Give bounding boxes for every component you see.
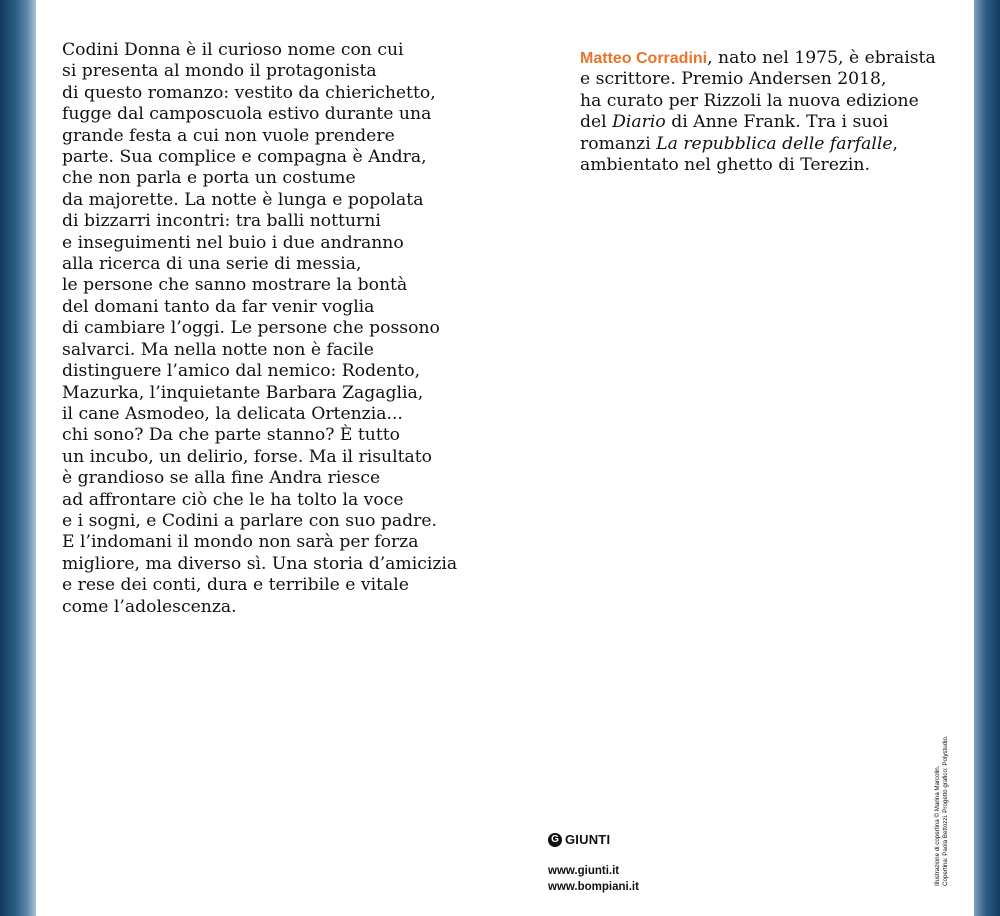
blurb-line: distinguere l’amico dal nemico: Rodento,: [62, 361, 421, 382]
blurb-line: e inseguimenti nel buio i due andranno: [62, 232, 404, 253]
diario-title: Diario: [612, 112, 666, 133]
blurb-line: del domani tanto da far venir voglia: [62, 296, 375, 317]
blurb-line: si presenta al mondo il protagonista: [62, 61, 377, 82]
blurb-line: e i sogni, e Codini a parlare con suo padre.: [62, 510, 438, 531]
giunti-logo: [548, 832, 639, 847]
bio-line: romanzi La repubblica delle farfalle,: [580, 133, 898, 154]
credits-design: Copertina: Paola Bettozzi. Progetto grafico: Polystudio.: [942, 735, 949, 886]
blurb-line: ad affrontare ciò che le ha tolto la voce: [62, 489, 404, 510]
cover-credits: [934, 700, 950, 886]
giunti-logo-text: GIUNTI: [565, 832, 611, 847]
bio-line: e scrittore. Premio Andersen 2018,: [580, 69, 887, 90]
blurb-line: come l’adolescenza.: [62, 596, 237, 617]
blurb-line: di bizzarri incontri: tra balli notturni: [62, 211, 381, 232]
cover-edge-right: [974, 0, 1000, 916]
blurb-line: da majorette. La notte è lunga e popolata: [62, 189, 424, 210]
blurb-line: chi sono? Da che parte stanno? È tutto: [62, 425, 401, 446]
credits-illustration: Illustrazione di copertina © Marina Marcolin.: [934, 765, 941, 886]
author-name: Matteo Corradini: [580, 50, 708, 67]
author-bio: [580, 48, 936, 176]
blurb-line: parte. Sua complice e compagna è Andra,: [62, 147, 427, 168]
blurb-line: migliore, ma diverso sì. Una storia d’amicizia: [62, 553, 458, 574]
blurb-line: alla ricerca di una serie di messia,: [62, 254, 362, 275]
blurb-line: le persone che sanno mostrare la bontà: [62, 275, 408, 296]
bio-line: del Diario di Anne Frank. Tra i suoi: [580, 112, 889, 133]
giunti-url[interactable]: www.giunti.it: [548, 865, 620, 877]
blurb-line: e rese dei conti, dura e terribile e vitale: [62, 575, 409, 596]
blurb-line: Codini Donna è il curioso nome con cui: [62, 40, 404, 60]
blurb-line: grande festa a cui non vuole prendere: [62, 125, 395, 146]
bio-line: ha curato per Rizzoli la nuova edizione: [580, 90, 919, 111]
cover-edge-left: [0, 0, 36, 916]
blurb-line: Mazurka, l’inquietante Barbara Zagaglia,: [62, 382, 424, 403]
blurb-line: un incubo, un delirio, forse. Ma il risultato: [62, 446, 433, 467]
blurb-line: di cambiare l’oggi. Le persone che possono: [62, 318, 440, 339]
blurb-line: fugge dal camposcuola estivo durante una: [62, 104, 432, 125]
blurb-line: E l’indomani il mondo non sarà per forza: [62, 532, 419, 553]
publisher-block: [548, 832, 639, 895]
blurb-line: il cane Asmodeo, la delicata Ortenzia...: [62, 403, 403, 424]
novel-title: La repubblica delle farfalle: [656, 133, 893, 154]
blurb-line: salvarci. Ma nella notte non è facile: [62, 339, 374, 360]
blurb-line: è grandioso se alla fine Andra riesce: [62, 468, 381, 489]
bio-line: ambientato nel ghetto di Terezin.: [580, 155, 870, 176]
bio-line: Matteo Corradini, nato nel 1975, è ebraista: [580, 48, 936, 68]
bompiani-url[interactable]: www.bompiani.it: [548, 881, 639, 893]
book-blurb: [62, 40, 458, 618]
giunti-logo-icon: G: [548, 833, 562, 847]
blurb-line: che non parla e porta un costume: [62, 168, 356, 189]
blurb-line: di questo romanzo: vestito da chierichetto,: [62, 82, 436, 103]
flap-page: [36, 0, 974, 916]
